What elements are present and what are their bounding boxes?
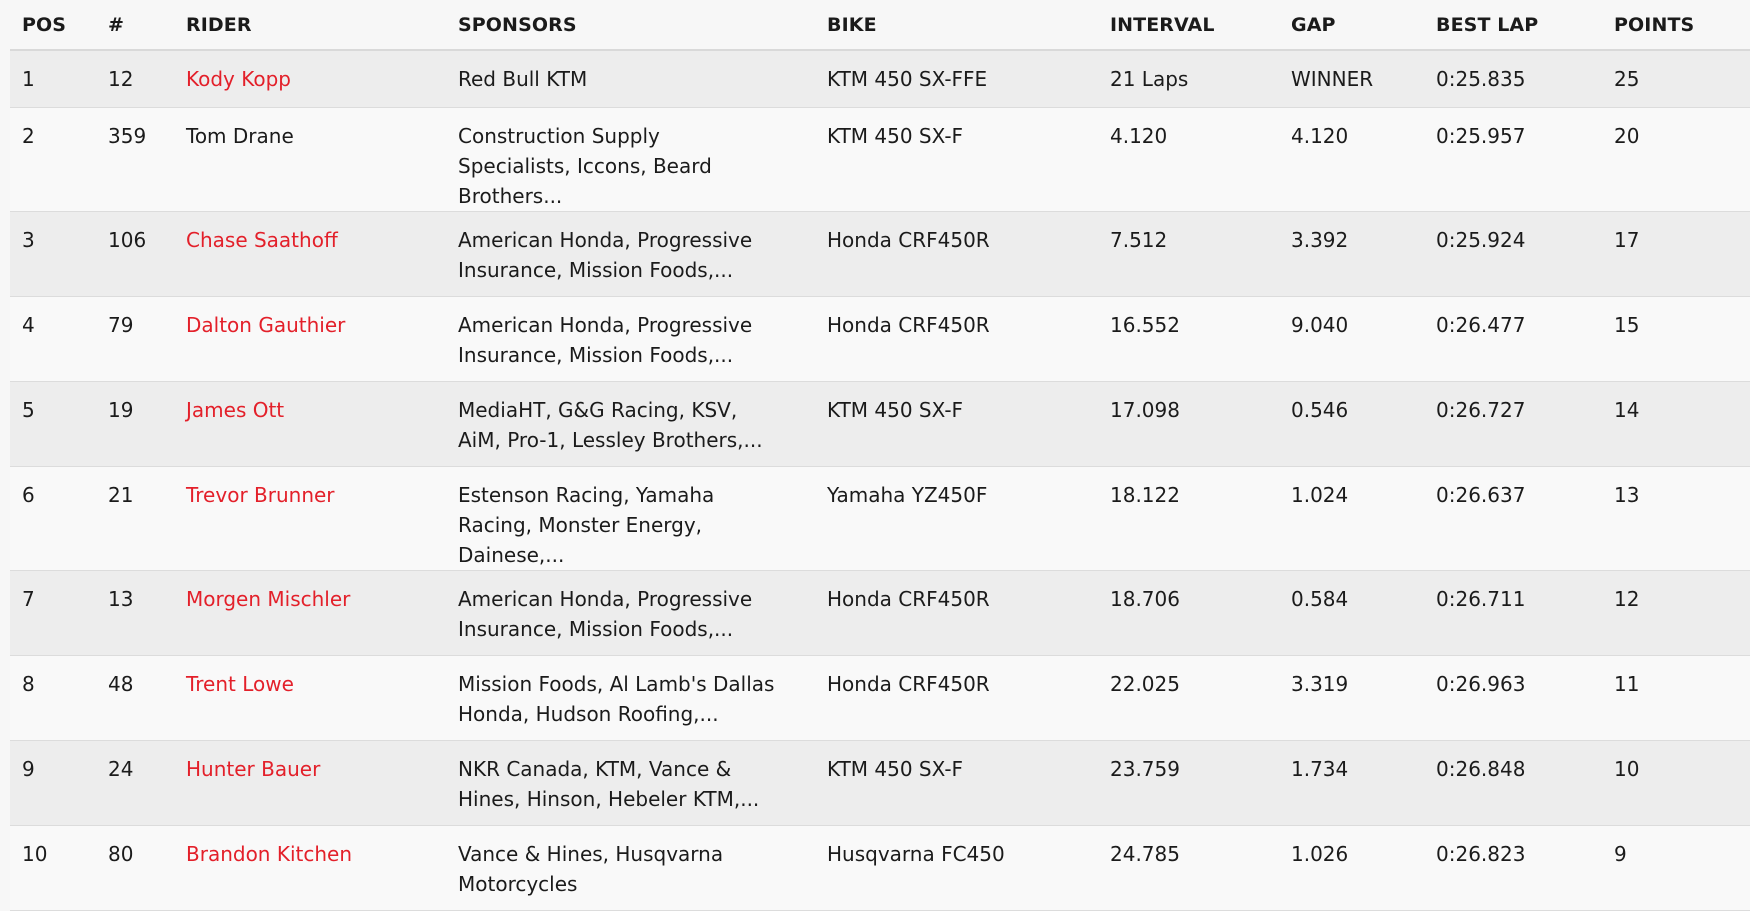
sponsors-cell: American Honda, Progressive Insurance, Mission Foods,... — [446, 211, 815, 296]
rider-cell — [174, 381, 446, 466]
gap-cell: 9.040 — [1279, 296, 1424, 381]
points-cell: 10 — [1602, 740, 1750, 825]
gap-cell: 1.026 — [1279, 825, 1424, 910]
bike-cell: KTM 450 SX-F — [815, 107, 1098, 211]
number-cell: 21 — [96, 466, 174, 570]
bike-cell: KTM 450 SX-FFE — [815, 50, 1098, 107]
pos-cell: 5 — [10, 381, 96, 466]
pos-cell: 8 — [10, 655, 96, 740]
gap-cell: 0.584 — [1279, 570, 1424, 655]
interval-cell: 17.098 — [1098, 381, 1279, 466]
sponsors-cell: Mission Foods, Al Lamb's Dallas Honda, Hudson Roofing,... — [446, 655, 815, 740]
pos-cell: 4 — [10, 296, 96, 381]
number-cell: 13 — [96, 570, 174, 655]
interval-cell: 7.512 — [1098, 211, 1279, 296]
bike-cell: Husqvarna FC450 — [815, 825, 1098, 910]
table-row — [10, 655, 1750, 740]
column-header-number[interactable]: # — [96, 0, 174, 50]
rider-link[interactable]: Brandon Kitchen — [186, 841, 353, 866]
table-row — [10, 107, 1750, 211]
interval-cell: 18.706 — [1098, 570, 1279, 655]
rider-cell — [174, 50, 446, 107]
rider-cell — [174, 211, 446, 296]
pos-cell: 10 — [10, 825, 96, 910]
column-header-bike[interactable]: BIKE — [815, 0, 1098, 50]
interval-cell: 4.120 — [1098, 107, 1279, 211]
number-cell: 24 — [96, 740, 174, 825]
results-table — [10, 0, 1750, 911]
gap-cell: 1.024 — [1279, 466, 1424, 570]
sponsors-cell: MediaHT, G&G Racing, KSV, AiM, Pro-1, Lessley Brothers,... — [446, 381, 815, 466]
rider-cell — [174, 466, 446, 570]
column-header-pos[interactable]: POS — [10, 0, 96, 50]
gap-cell: 4.120 — [1279, 107, 1424, 211]
best-lap-cell: 0:26.727 — [1424, 381, 1602, 466]
number-cell: 12 — [96, 50, 174, 107]
best-lap-cell: 0:26.963 — [1424, 655, 1602, 740]
column-header-interval[interactable]: INTERVAL — [1098, 0, 1279, 50]
number-cell: 80 — [96, 825, 174, 910]
bike-cell: Honda CRF450R — [815, 296, 1098, 381]
results-body — [10, 50, 1750, 910]
points-cell: 20 — [1602, 107, 1750, 211]
pos-cell: 1 — [10, 50, 96, 107]
bike-cell: Honda CRF450R — [815, 211, 1098, 296]
rider-link[interactable]: Trent Lowe — [186, 671, 294, 696]
interval-cell: 23.759 — [1098, 740, 1279, 825]
table-row — [10, 296, 1750, 381]
race-results — [10, 0, 1750, 896]
gap-cell: 3.319 — [1279, 655, 1424, 740]
column-header-rider[interactable]: RIDER — [174, 0, 446, 50]
points-cell: 17 — [1602, 211, 1750, 296]
number-cell: 79 — [96, 296, 174, 381]
points-cell: 25 — [1602, 50, 1750, 107]
pos-cell: 6 — [10, 466, 96, 570]
rider-cell — [174, 570, 446, 655]
sponsors-cell: Estenson Racing, Yamaha Racing, Monster Energy, Dainese,... — [446, 466, 815, 570]
points-cell: 11 — [1602, 655, 1750, 740]
points-cell: 15 — [1602, 296, 1750, 381]
rider-link[interactable]: Morgen Mischler — [186, 586, 351, 611]
interval-cell: 22.025 — [1098, 655, 1279, 740]
sponsors-cell: American Honda, Progressive Insurance, Mission Foods,... — [446, 296, 815, 381]
interval-cell: 18.122 — [1098, 466, 1279, 570]
rider-cell — [174, 655, 446, 740]
table-row — [10, 740, 1750, 825]
bike-cell: Yamaha YZ450F — [815, 466, 1098, 570]
table-row — [10, 570, 1750, 655]
bike-cell: KTM 450 SX-F — [815, 381, 1098, 466]
rider-name: Tom Drane — [186, 123, 294, 148]
best-lap-cell: 0:25.957 — [1424, 107, 1602, 211]
rider-link[interactable]: Hunter Bauer — [186, 756, 321, 781]
gap-cell: WINNER — [1279, 50, 1424, 107]
gap-cell: 3.392 — [1279, 211, 1424, 296]
header-row — [10, 0, 1750, 50]
rider-cell — [174, 825, 446, 910]
interval-cell: 21 Laps — [1098, 50, 1279, 107]
best-lap-cell: 0:26.637 — [1424, 466, 1602, 570]
rider-cell — [174, 107, 446, 211]
rider-cell — [174, 740, 446, 825]
pos-cell: 7 — [10, 570, 96, 655]
column-header-points[interactable]: POINTS — [1602, 0, 1750, 50]
best-lap-cell: 0:26.823 — [1424, 825, 1602, 910]
pos-cell: 2 — [10, 107, 96, 211]
sponsors-cell: NKR Canada, KTM, Vance & Hines, Hinson, Hebeler KTM,... — [446, 740, 815, 825]
number-cell: 106 — [96, 211, 174, 296]
rider-link[interactable]: Trevor Brunner — [186, 482, 335, 507]
rider-cell — [174, 296, 446, 381]
column-header-best-lap[interactable]: BEST LAP — [1424, 0, 1602, 50]
best-lap-cell: 0:26.848 — [1424, 740, 1602, 825]
gap-cell: 0.546 — [1279, 381, 1424, 466]
best-lap-cell: 0:25.835 — [1424, 50, 1602, 107]
table-row — [10, 466, 1750, 570]
gap-cell: 1.734 — [1279, 740, 1424, 825]
bike-cell: KTM 450 SX-F — [815, 740, 1098, 825]
points-cell: 9 — [1602, 825, 1750, 910]
points-cell: 13 — [1602, 466, 1750, 570]
points-cell: 12 — [1602, 570, 1750, 655]
table-row — [10, 825, 1750, 910]
rider-link[interactable]: Dalton Gauthier — [186, 312, 346, 337]
rider-link[interactable]: Chase Saathoff — [186, 227, 338, 252]
sponsors-cell: American Honda, Progressive Insurance, Mission Foods,... — [446, 570, 815, 655]
best-lap-cell: 0:26.711 — [1424, 570, 1602, 655]
column-header-gap[interactable]: GAP — [1279, 0, 1424, 50]
interval-cell: 16.552 — [1098, 296, 1279, 381]
pos-cell: 3 — [10, 211, 96, 296]
table-row — [10, 50, 1750, 107]
rider-link[interactable]: James Ott — [186, 397, 285, 422]
bike-cell: Honda CRF450R — [815, 570, 1098, 655]
number-cell: 48 — [96, 655, 174, 740]
table-row — [10, 381, 1750, 466]
table-row — [10, 211, 1750, 296]
bike-cell: Honda CRF450R — [815, 655, 1098, 740]
number-cell: 359 — [96, 107, 174, 211]
number-cell: 19 — [96, 381, 174, 466]
interval-cell: 24.785 — [1098, 825, 1279, 910]
best-lap-cell: 0:25.924 — [1424, 211, 1602, 296]
pos-cell: 9 — [10, 740, 96, 825]
sponsors-cell: Vance & Hines, Husqvarna Motorcycles — [446, 825, 815, 910]
best-lap-cell: 0:26.477 — [1424, 296, 1602, 381]
column-header-sponsors[interactable]: SPONSORS — [446, 0, 815, 50]
points-cell: 14 — [1602, 381, 1750, 466]
rider-link[interactable]: Kody Kopp — [186, 67, 291, 91]
sponsors-cell: Red Bull KTM — [446, 50, 815, 107]
sponsors-cell: Construction Supply Specialists, Iccons, Beard Brothers... — [446, 107, 815, 211]
